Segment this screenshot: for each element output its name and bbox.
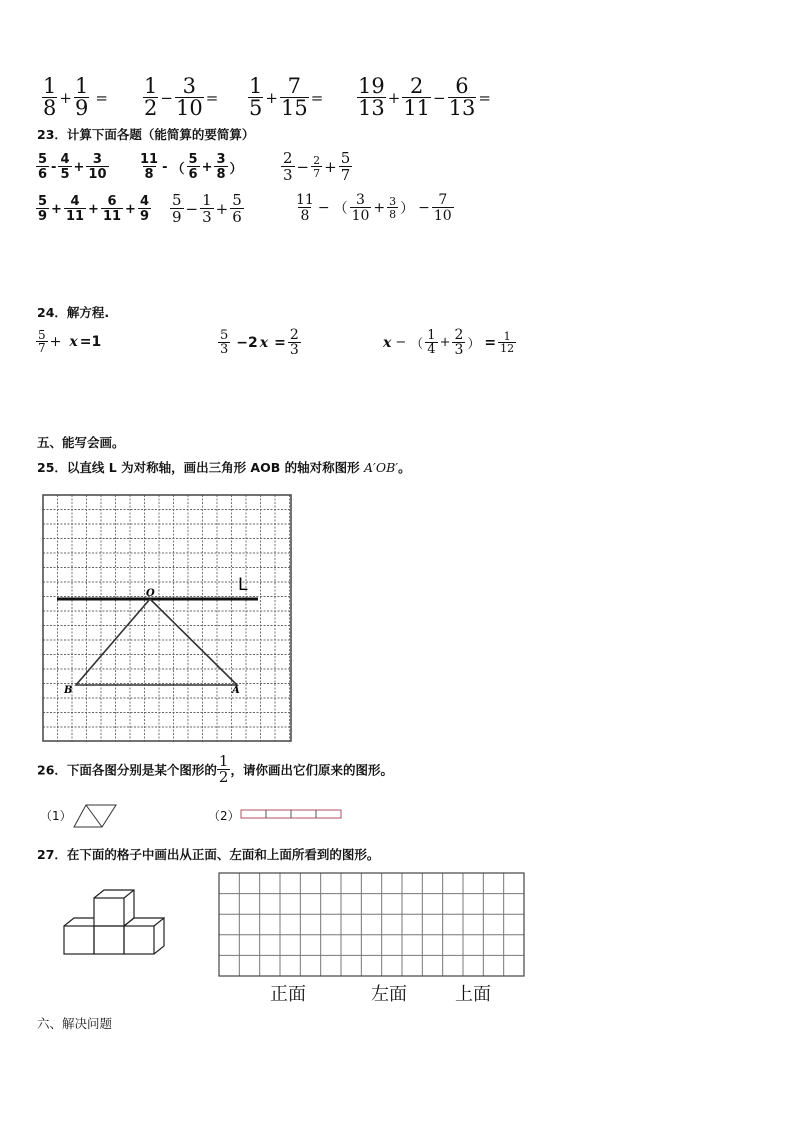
expr-1-3: $\frac{1}{5}$ + $\frac{7}{15}$ = xyxy=(249,74,324,120)
grid-border xyxy=(43,495,291,741)
q26-title: 26．下面各图分别是某个图形的 $\frac{1}{2}$ ，请你画出它们原来的图形。 xyxy=(37,752,393,786)
q23-expr-4: $\frac{5}{9}$ + $\frac{4}{11}$ + $\frac{6}{11}$ + $\frac{4}{9}$ xyxy=(38,194,149,224)
expr-1-1: $\frac{1}{8}$ + $\frac{1}{9}$ = xyxy=(43,74,108,120)
triangle-aob xyxy=(76,599,237,685)
cube-stack-figure xyxy=(62,888,166,958)
q24-title: 24．解方程. xyxy=(37,305,110,320)
view-label-left: 左面 xyxy=(371,984,407,1005)
drawing-grid-views xyxy=(218,872,526,978)
expr-1-2: $\frac{1}{2}$ − $\frac{3}{10}$ = xyxy=(144,74,219,120)
q23-expr-5: $\frac{5}{9}$ − $\frac{1}{3}$ + $\frac{5}{6}$ xyxy=(172,191,242,226)
grid-lines xyxy=(219,873,524,976)
q24-eq-2: $\frac{5}{3}$ −2 x = $\frac{2}{3}$ xyxy=(220,327,299,358)
q23-expr-1: $\frac{5}{6}$ - $\frac{4}{5}$ + $\frac{3}{10}$ xyxy=(38,152,107,182)
grid-lines xyxy=(43,495,291,741)
q25-title: 25．以直线 L 为对称轴，画出三角形 AOB 的轴对称图形 A′OB′。 xyxy=(37,460,411,475)
half-strip-figure xyxy=(240,808,344,821)
q23-title: 23．计算下面各题（能简算的要简算） xyxy=(37,127,255,142)
symmetry-grid-figure xyxy=(42,494,292,742)
vertex-a: A xyxy=(232,685,240,696)
expr-1-4: $\frac{19}{13}$ + $\frac{2}{11}$ − $\frac{6}{13}$ = xyxy=(358,74,491,120)
q24-eq-1: $\frac{5}{7}$ + x =1 xyxy=(38,328,102,355)
section-6-title: 六、解决问题 xyxy=(37,1016,113,1031)
q26-item-2-label: （2） xyxy=(208,809,240,823)
half-parallelogram-figure xyxy=(72,803,118,829)
view-label-top: 上面 xyxy=(455,984,491,1005)
q27-title: 27．在下面的格子中画出从正面、左面和上面所看到的图形。 xyxy=(37,847,380,862)
line-label-l: L xyxy=(238,575,248,595)
q23-expr-2: $\frac{11}{8}$ - （ $\frac{5}{6}$ + $\frac{3}{8}$ ） xyxy=(140,152,243,182)
q23-expr-6: $\frac{11}{8}$ − （ $\frac{3}{10}$ + $\frac{3}{8}$ ） − $\frac{7}{10}$ xyxy=(296,192,452,224)
view-label-front: 正面 xyxy=(270,984,306,1005)
vertex-o: O xyxy=(146,588,155,599)
section-5-title: 五、能写会画。 xyxy=(37,435,125,450)
q26-item-1-label: （1） xyxy=(40,809,72,823)
q23-expr-3: $\frac{2}{3}$ − $\frac{2}{7}$ + $\frac{5}{7}$ xyxy=(283,149,351,184)
vertex-b: B xyxy=(64,685,73,696)
q24-eq-3: x − （ $\frac{1}{4}$ + $\frac{2}{3}$ ） = $\frac{1}{12}$ xyxy=(383,327,515,358)
